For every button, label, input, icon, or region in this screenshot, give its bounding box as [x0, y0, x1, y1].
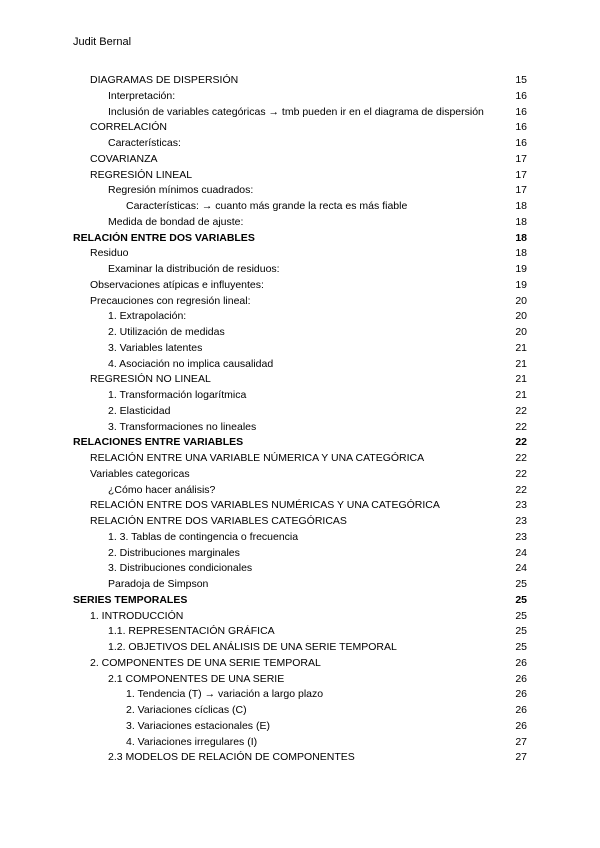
toc-entry[interactable]: [73, 169, 527, 185]
toc-entry-page-number: 24: [515, 546, 527, 559]
toc-entry[interactable]: [73, 578, 527, 594]
toc-entry-page-number: 22: [515, 467, 527, 480]
toc-entry[interactable]: [73, 610, 527, 626]
toc-entry-page-number: 27: [515, 735, 527, 748]
toc-entry-title: Regresión mínimos cuadrados:: [108, 184, 254, 197]
toc-entry-page-number: 18: [515, 247, 527, 260]
toc-entry[interactable]: [73, 216, 527, 232]
toc-entry[interactable]: [73, 74, 527, 90]
toc-entry-title: Paradoja de Simpson: [108, 578, 209, 590]
toc-entry-title: 1. INTRODUCCIÓN: [90, 609, 184, 622]
toc-entry[interactable]: [73, 484, 527, 500]
table-of-contents: [73, 74, 527, 767]
toc-entry-page-number: 26: [515, 704, 527, 716]
toc-entry-title: REGRESIÓN LINEAL: [90, 168, 193, 181]
toc-entry-page-number: 18: [515, 231, 527, 244]
toc-entry[interactable]: [73, 515, 527, 531]
toc-entry-page-number: 17: [515, 184, 527, 197]
toc-entry-page-number: 23: [515, 499, 527, 512]
toc-entry[interactable]: [73, 247, 527, 263]
toc-entry-title: 2. Distribuciones marginales: [108, 546, 240, 559]
toc-entry-title: 4. Variaciones irregulares (I): [126, 735, 258, 748]
toc-entry-page-number: 22: [515, 483, 527, 496]
toc-entry[interactable]: [73, 326, 527, 342]
toc-entry-title: 3. Transformaciones no lineales: [108, 420, 257, 433]
toc-entry-page-number: 25: [515, 609, 527, 622]
toc-entry[interactable]: [73, 421, 527, 437]
toc-entry-page-number: 25: [515, 578, 527, 590]
toc-entry-page-number: 25: [515, 625, 527, 638]
toc-entry[interactable]: [73, 625, 527, 641]
toc-entry[interactable]: [73, 263, 527, 279]
toc-entry-page-number: 19: [515, 263, 527, 275]
toc-entry[interactable]: [73, 499, 527, 515]
toc-entry-page-number: 23: [515, 515, 527, 527]
toc-entry-page-number: 21: [515, 373, 527, 386]
toc-entry-page-number: 20: [515, 310, 527, 323]
toc-entry[interactable]: [73, 720, 527, 736]
toc-entry[interactable]: [73, 452, 527, 468]
toc-entry-page-number: 17: [515, 168, 527, 181]
toc-entry[interactable]: [73, 358, 527, 374]
toc-entry-page-number: 26: [515, 656, 527, 669]
toc-entry-page-number: 17: [515, 152, 527, 165]
toc-entry[interactable]: [73, 547, 527, 563]
toc-entry-page-number: 22: [515, 420, 527, 433]
toc-entry-page-number: 20: [515, 326, 527, 338]
toc-entry[interactable]: [73, 106, 527, 122]
toc-entry-page-number: 26: [515, 719, 527, 732]
toc-entry[interactable]: [73, 295, 527, 311]
toc-entry-page-number: 16: [515, 121, 527, 134]
toc-entry-page-number: 25: [515, 593, 527, 606]
toc-entry-page-number: 23: [515, 530, 527, 543]
toc-entry-page-number: 21: [515, 357, 527, 370]
toc-entry-title: 2. Elasticidad: [108, 404, 171, 417]
toc-entry-page-number: 22: [515, 452, 527, 464]
toc-entry-page-number: 21: [515, 341, 527, 354]
toc-entry-title: 2. Utilización de medidas: [108, 326, 225, 338]
toc-entry-title: 3. Variables latentes: [108, 341, 203, 354]
toc-entry-title: REGRESIÓN NO LINEAL: [90, 373, 211, 386]
toc-entry[interactable]: [73, 736, 527, 752]
toc-entry-page-number: 15: [515, 74, 527, 86]
toc-entry-title: 1. Extrapolación:: [108, 310, 187, 323]
toc-entry-page-number: 16: [515, 105, 527, 118]
toc-entry-page-number: 26: [515, 672, 527, 685]
toc-entry[interactable]: [73, 673, 527, 689]
toc-entry-title: DIAGRAMAS DE DISPERSIÓN: [90, 74, 239, 86]
toc-entry-title: Observaciones atípicas e influyentes:: [90, 278, 264, 291]
toc-entry-title: Interpretación:: [108, 89, 176, 102]
toc-entry[interactable]: [73, 704, 527, 720]
toc-entry[interactable]: [73, 310, 527, 326]
toc-entry-title: 2. COMPONENTES DE UNA SERIE TEMPORAL: [90, 656, 321, 669]
toc-entry-title: Inclusión de variables categóricas → tmb pueden ir en el diagrama de dispersión: [108, 105, 484, 118]
toc-entry[interactable]: [73, 232, 527, 248]
toc-entry[interactable]: [73, 594, 527, 610]
toc-entry-page-number: 16: [515, 137, 527, 149]
toc-entry-title: RELACIÓN ENTRE DOS VARIABLES CATEGÓRICAS: [90, 515, 347, 527]
toc-entry[interactable]: [73, 153, 527, 169]
toc-entry-title: 2.3 MODELOS DE RELACIÓN DE COMPONENTES: [108, 751, 355, 764]
toc-entry-title: RELACIÓN ENTRE DOS VARIABLES NUMÉRICAS Y UNA CATEGÓRICA: [90, 499, 440, 512]
toc-entry-title: COVARIANZA: [90, 152, 158, 165]
toc-entry[interactable]: [73, 137, 527, 153]
toc-entry-title: SERIES TEMPORALES: [73, 593, 188, 606]
toc-entry-title: Características:: [108, 137, 181, 149]
toc-entry-page-number: 24: [515, 562, 527, 575]
toc-entry-title: 1. 3. Tablas de contingencia o frecuencia: [108, 530, 299, 543]
toc-entry-title: 1.1. REPRESENTACIÓN GRÁFICA: [108, 625, 275, 638]
toc-entry-page-number: 26: [515, 688, 527, 701]
toc-entry[interactable]: [73, 641, 527, 657]
toc-entry-page-number: 27: [515, 751, 527, 764]
toc-entry[interactable]: [73, 121, 527, 137]
toc-entry[interactable]: [73, 751, 527, 767]
toc-entry[interactable]: [73, 90, 527, 106]
toc-entry[interactable]: [73, 531, 527, 547]
toc-entry-title: Examinar la distribución de residuos:: [108, 263, 280, 275]
toc-entry-title: Precauciones con regresión lineal:: [90, 294, 251, 307]
toc-entry[interactable]: [73, 405, 527, 421]
toc-entry-title: 2.1 COMPONENTES DE UNA SERIE: [108, 672, 285, 685]
page-header-author: Judit Bernal: [73, 36, 132, 48]
toc-entry-page-number: 22: [515, 404, 527, 417]
toc-entry-title: 4. Asociación no implica causalidad: [108, 357, 274, 370]
toc-entry[interactable]: [73, 373, 527, 389]
toc-entry-title: 1. Tendencia (T) → variación a largo plazo: [126, 688, 324, 701]
toc-entry-page-number: 19: [515, 278, 527, 291]
toc-entry[interactable]: [73, 657, 527, 673]
toc-entry-title: RELACIÓN ENTRE DOS VARIABLES: [73, 231, 255, 244]
toc-entry-page-number: 25: [515, 641, 527, 653]
toc-entry-page-number: 16: [515, 89, 527, 102]
toc-entry-title: 3. Variaciones estacionales (E): [126, 719, 270, 732]
toc-entry-page-number: 18: [515, 200, 527, 212]
toc-entry[interactable]: [73, 389, 527, 405]
toc-entry-title: 3. Distribuciones condicionales: [108, 562, 253, 575]
toc-entry[interactable]: [73, 688, 527, 704]
toc-entry-title: 1.2. OBJETIVOS DEL ANÁLISIS DE UNA SERIE TEMPORAL: [108, 641, 397, 653]
toc-entry-title: RELACIÓN ENTRE UNA VARIABLE NÚMERICA Y UNA CATEGÓRICA: [90, 452, 425, 464]
toc-entry-page-number: 18: [515, 215, 527, 228]
toc-entry-title: 2. Variaciones cíclicas (C): [126, 704, 247, 716]
toc-entry[interactable]: [73, 436, 527, 452]
toc-entry-title: Residuo: [90, 247, 129, 260]
toc-entry-title: CORRELACIÓN: [90, 121, 168, 134]
toc-entry-page-number: 21: [515, 389, 527, 401]
toc-entry[interactable]: [73, 200, 527, 216]
toc-entry[interactable]: [73, 562, 527, 578]
toc-entry-page-number: 20: [515, 294, 527, 307]
toc-entry-title: Características: → cuanto más grande la recta es más fiable: [126, 200, 408, 212]
toc-entry[interactable]: [73, 279, 527, 295]
toc-entry-title: 1. Transformación logarítmica: [108, 389, 247, 401]
toc-entry-title: RELACIONES ENTRE VARIABLES: [73, 436, 244, 449]
toc-entry[interactable]: [73, 184, 527, 200]
toc-entry-title: Medida de bondad de ajuste:: [108, 215, 244, 228]
toc-entry-title: Variables categoricas: [90, 467, 190, 480]
toc-entry[interactable]: [73, 468, 527, 484]
toc-entry-title: ¿Cómo hacer análisis?: [108, 483, 216, 496]
toc-entry-page-number: 22: [515, 436, 527, 449]
toc-entry[interactable]: [73, 342, 527, 358]
